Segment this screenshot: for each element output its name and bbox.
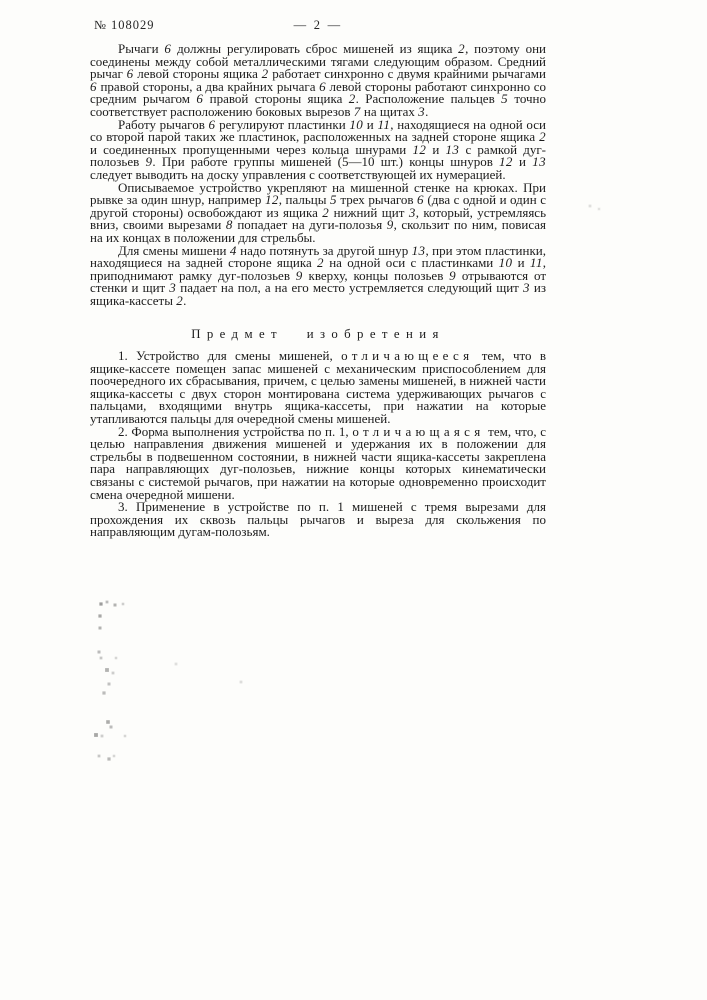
page-number: — 2 — <box>293 18 343 32</box>
body-paragraph: Работу рычагов 6 регулируют пластинки 10 и 11, находящиеся на одной оси со второй парой таких же пластинок, расположенных на задней стороне ящика 2 и соединенных пропущенными через кольца шнурами 12 и 13 с рамкой дуг-полозьев 9. При работе группы мишеней (5—10 шт.) концы шнуров 12 и 13 следует выводить на доску управления с соответствующей их нумерацией. <box>90 116 546 182</box>
document-body <box>90 43 546 539</box>
section-heading-claims: Предмет изобретения <box>191 327 445 342</box>
page-content <box>90 18 546 539</box>
body-paragraph: Для смены мишени 4 надо потянуть за другой шнур 13, при этом пластинки, находящиеся на задней стороне ящика 2 на одной оси с пластинками 10 и 11, приподнимают рамку дуг-полозьев 9 кверху, концы полозьев 9 отрываются от стенки и щит 3 падает на пол, а на его место устремляется следующий щит 3 из ящика-кассеты 2. <box>90 242 547 308</box>
claim-paragraph: 1. Устройство для смены мишеней, отличающееся тем, что в ящике-кассете помещен запас мишеней с механическим приспособлением для поочередного их сбрасывания, причем, с целью замены мишеней, в нижней части ящика-кассеты с двух сторон монтирована система удерживающих рычагов с пальцами, входящими внутрь ящика-кассеты, при нажатии на которые утапливаются пальцы для очередной смены мишеней. <box>90 348 546 427</box>
body-paragraph: Описываемое устройство укрепляют на мишенной стенке на крюках. При рывке за один шнур, например 12, пальцы 5 трех рычагов 6 (два с одной и один с другой стороны) освобождают из ящика 2 нижний щит 3, который, устремляясь вниз, своими вырезами 8 попадает на дуги-полозья 9, скользит по ним, повисая на их концах в положении для стрельбы. <box>90 179 546 245</box>
page-header <box>90 18 546 32</box>
claim-paragraph: 2. Форма выполнения устройства по п. 1, отличающаяся тем, что, с целью направления движения мишеней и удержания их в положении для стрельбы в подвешенном состоянии, в нижней части ящика-кассеты закреплена пара направляющих дуг-полозьев, нижние концы которых кинематически связаны с системой рычагов, при нажатии на которые одновременно происходит смена очередной мишени. <box>90 423 547 502</box>
patent-number: № 108029 <box>94 18 155 32</box>
body-paragraph: Рычаги 6 должны регулировать сброс мишеней из ящика 2, поэтому они соединены между собой металлическими тягами следующим образом. Средний рычаг 6 левой стороны ящика 2 работает синхронно с двумя крайними рычагами 6 правой стороны, а два крайних рычага 6 левой стороны работают синхронно со средним рычагом 6 правой стороны ящика 2. Расположение пальцев 5 точно соответствует расположению боковых вырезов 7 на щитах 3. <box>90 41 547 119</box>
claim-paragraph: 3. Применение в устройстве по п. 1 мишеней с тремя вырезами для прохождения их сквозь пальцы рычагов и выреза для скольжения по направляющим дугам-полозьям. <box>90 499 546 540</box>
scan-speckles <box>0 0 2 2</box>
